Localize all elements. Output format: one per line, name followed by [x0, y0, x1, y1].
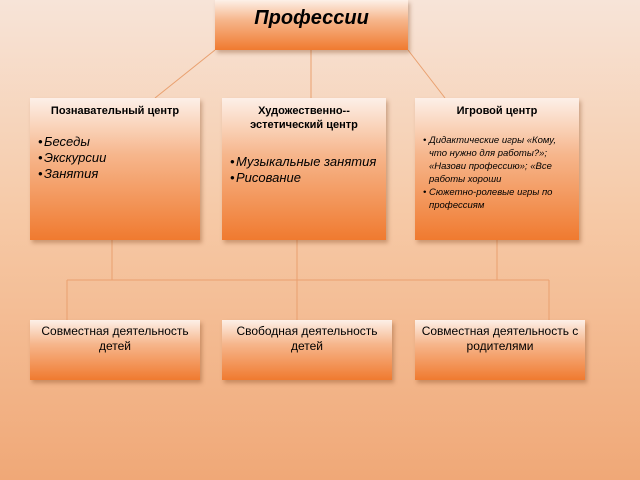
list-item: • Беседы — [38, 134, 192, 150]
list-item: • Музыкальные занятия — [230, 154, 378, 170]
title-box — [215, 0, 408, 50]
center-box-cognitive — [30, 98, 200, 240]
activity-label: Совместная деятельность детей — [41, 324, 189, 353]
center-list — [38, 134, 192, 182]
activity-box-parents-joint — [415, 320, 585, 380]
center-title: Познавательный центр — [50, 105, 180, 117]
list-item: • Занятия — [38, 166, 192, 182]
center-box-game — [415, 98, 579, 240]
activity-box-children-joint — [30, 320, 200, 380]
center-title: Игровой центр — [456, 105, 538, 117]
center-title: Художественно--эстетический центр — [250, 105, 358, 131]
center-list — [423, 134, 571, 212]
list-item: • Рисование — [230, 170, 378, 186]
activity-label: Совместная деятельность с родителями — [421, 324, 579, 353]
connector-top-left — [155, 50, 215, 98]
connector-top-right — [408, 50, 445, 98]
title-text: Профессии — [254, 7, 369, 29]
activity-label: Свободная деятельность детей — [236, 324, 378, 353]
list-item: • Дидактические игры «Кому, что нужно для работы?»; «Назови профессию»; «Все работы хороши — [423, 134, 571, 186]
list-item: • Сюжетно-ролевые игры по профессиям — [423, 186, 571, 212]
list-item: • Экскурсии — [38, 150, 192, 166]
center-list — [230, 154, 378, 186]
center-box-art — [222, 98, 386, 240]
activity-box-free — [222, 320, 392, 380]
